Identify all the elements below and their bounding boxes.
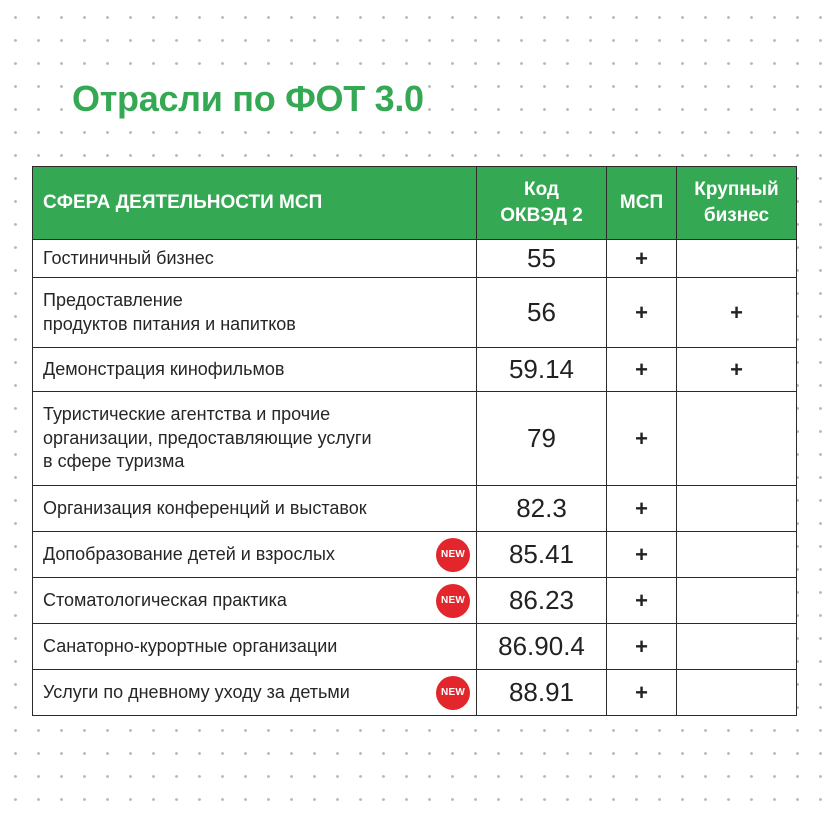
activity-name: Услуги по дневному уходу за детьми [43,681,350,702]
msp-mark: + [607,240,677,278]
large-business-mark: + [677,278,797,348]
activity-name-cell [33,278,477,348]
large-business-mark [677,392,797,486]
activity-name-cell [33,578,477,624]
okved-code: 85.41 [477,532,607,578]
activity-name: Предоставление продуктов питания и напитков [43,290,296,334]
table-row [33,624,797,670]
activity-name: Допобразование детей и взрослых [43,543,335,564]
activity-name: Гостиничный бизнес [43,247,214,268]
activity-name: Туристические агентства и прочие организации, предоставляющие услуги в сфере туризма [43,404,372,472]
header-msp: МСП [607,167,677,240]
okved-code: 79 [477,392,607,486]
table-row [33,670,797,716]
activity-name: Организация конференций и выставок [43,497,367,518]
page-title: Отрасли по ФОТ 3.0 [68,78,428,120]
large-business-mark [677,624,797,670]
msp-mark: + [607,486,677,532]
activity-name-cell [33,348,477,392]
table-row [33,348,797,392]
msp-mark: + [607,278,677,348]
msp-mark: + [607,624,677,670]
msp-mark: + [607,532,677,578]
okved-code: 88.91 [477,670,607,716]
okved-code: 82.3 [477,486,607,532]
table-row [33,532,797,578]
table-header-row [33,167,797,240]
activity-name-cell [33,240,477,278]
msp-mark: + [607,578,677,624]
table-row [33,392,797,486]
table-row [33,278,797,348]
msp-mark: + [607,392,677,486]
activity-name: Санаторно-курортные организации [43,635,338,656]
activity-name-cell [33,486,477,532]
header-large-business: Крупный бизнес [677,167,797,240]
activity-name: Демонстрация кинофильмов [43,358,285,379]
table-row [33,486,797,532]
okved-code: 59.14 [477,348,607,392]
activity-name-cell [33,392,477,486]
new-badge: NEW [436,538,470,572]
okved-code: 86.23 [477,578,607,624]
table-row [33,240,797,278]
table-row [33,578,797,624]
large-business-mark [677,670,797,716]
activity-name-cell [33,624,477,670]
activity-name-cell [33,670,477,716]
large-business-mark: + [677,348,797,392]
msp-mark: + [607,670,677,716]
msp-mark: + [607,348,677,392]
header-code: Код ОКВЭД 2 [477,167,607,240]
large-business-mark [677,486,797,532]
large-business-mark [677,240,797,278]
okved-code: 56 [477,278,607,348]
large-business-mark [677,532,797,578]
activity-name-cell [33,532,477,578]
okved-table [32,166,797,716]
header-sphere: СФЕРА ДЕЯТЕЛЬНОСТИ МСП [33,167,477,240]
activity-name: Стоматологическая практика [43,589,287,610]
large-business-mark [677,578,797,624]
new-badge: NEW [436,584,470,618]
new-badge: NEW [436,676,470,710]
okved-code: 86.90.4 [477,624,607,670]
okved-code: 55 [477,240,607,278]
